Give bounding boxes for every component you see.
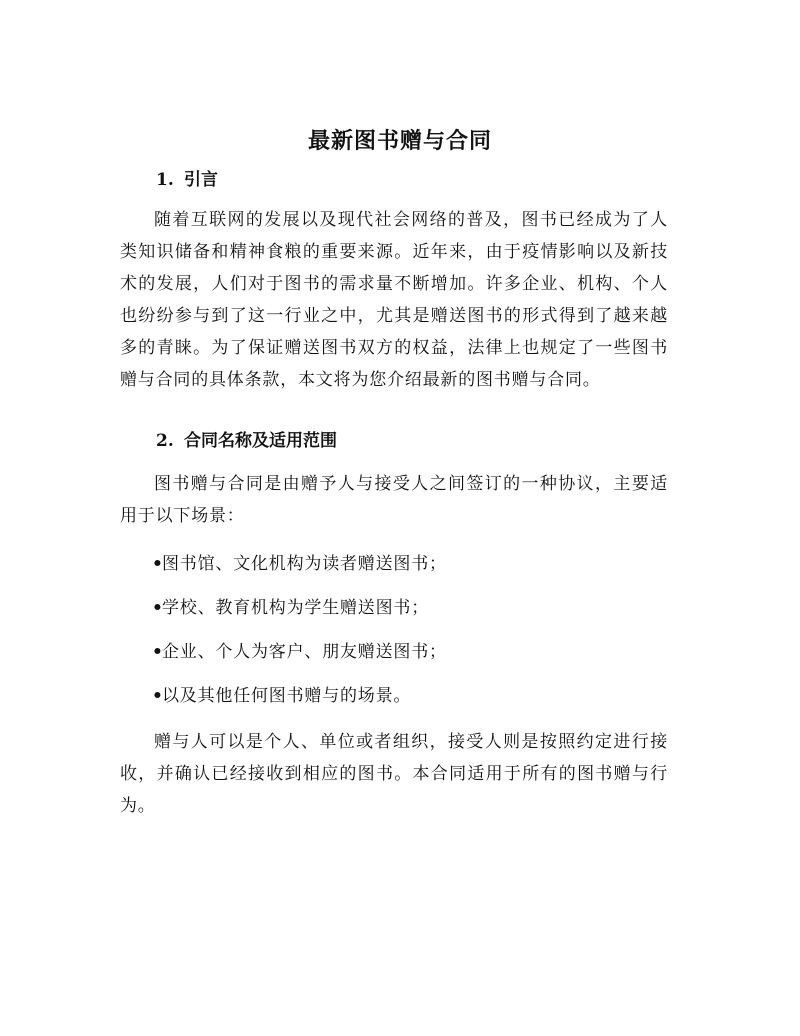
section-1-paragraph: 随着互联网的发展以及现代社会网络的普及，图书已经成为了人类知识储备和精神食粮的重要来源。近年来，由于疫情影响以及新技术的发展，人们对于图书的需求量不断增加。许多企业、机构、个人也纷纷参与到了这一行业之中，尤其是赠送图书的形式得到了越来越多的青睐。为了保证赠送图书双方的权益，法律上也规定了一些图书赠与合同的具体条款，本文将为您介绍最新的图书赠与合同。: [120, 210, 668, 390]
bullet-dot-icon: •: [152, 598, 164, 618]
section-1-title: 引言: [184, 170, 218, 190]
bullet-text: 以及其他任何图书赠与的场景。: [162, 686, 412, 706]
bullet-text: 学校、教育机构为学生赠送图书；: [162, 598, 429, 618]
bullet-item: [152, 594, 429, 622]
section-1-heading: [156, 166, 218, 194]
bullet-item: [152, 682, 411, 710]
section-2-closing: 赠与人可以是个人、单位或者组织，接受人则是按照约定进行接收，并确认已经接收到相应的图书。本合同适用于所有的图书赠与行为。: [120, 732, 668, 816]
section-2-title: 合同名称及适用范围: [184, 431, 337, 451]
bullet-text: 企业、个人为客户、朋友赠送图书；: [162, 642, 447, 662]
section-2-number: 2.: [156, 431, 174, 451]
section-2-intro: 图书赠与合同是由赠予人与接受人之间签订的一种协议，主要适用于以下场景：: [120, 474, 668, 526]
bullet-text: 图书馆、文化机构为读者赠送图书；: [162, 554, 447, 574]
bullet-item: [152, 638, 447, 666]
document-title: 最新图书赠与合同: [307, 128, 492, 154]
bullet-dot-icon: •: [152, 686, 164, 706]
bullet-dot-icon: •: [152, 642, 164, 662]
bullet-dot-icon: •: [152, 554, 164, 574]
bullet-item: [152, 550, 447, 578]
section-2-heading: [156, 427, 337, 455]
section-1-number: 1.: [156, 170, 174, 190]
